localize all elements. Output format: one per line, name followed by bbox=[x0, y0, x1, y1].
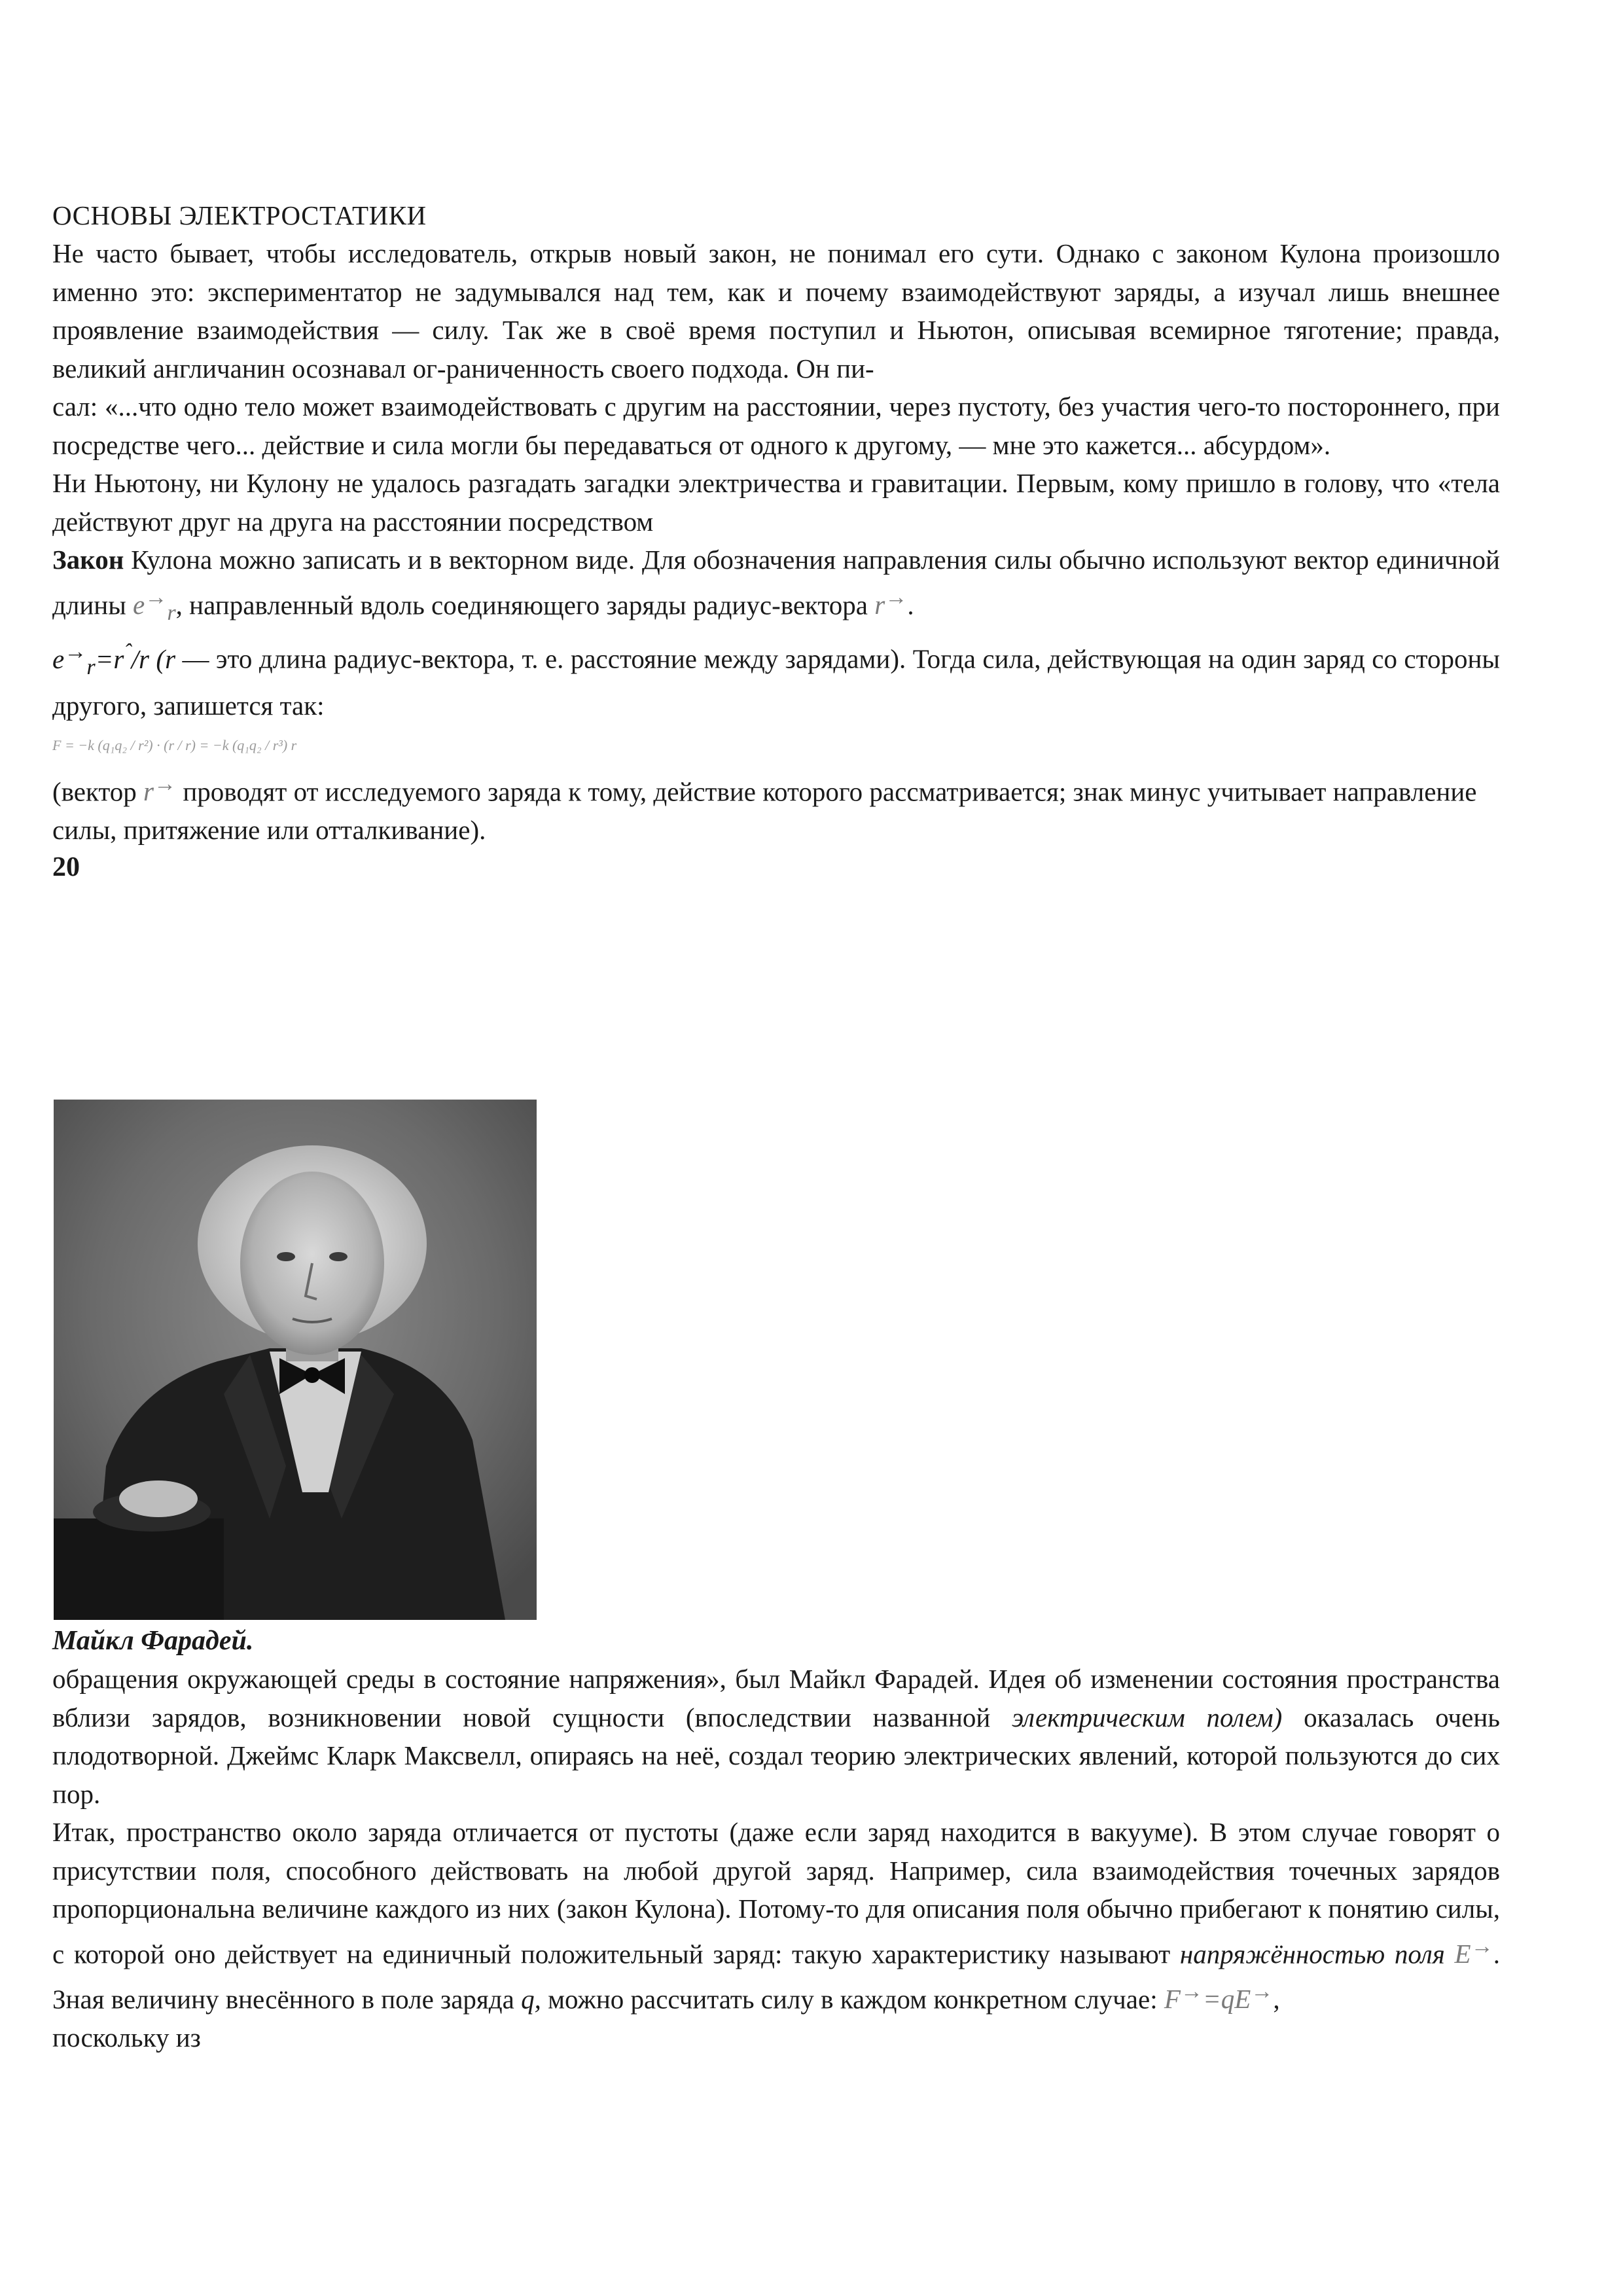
section-title: ОСНОВЫ ЭЛЕКТРОСТАТИКИ bbox=[52, 200, 427, 230]
vector-E: E→ bbox=[1454, 1934, 1493, 1969]
figure-caption: Майкл Фарадей. bbox=[52, 1626, 254, 1656]
vector-r: r→ bbox=[874, 585, 908, 620]
coulomb-formula: F = −k (q₁q₂ / r²) · (r / r) = −k (q₁q₂ / r³) r bbox=[52, 736, 297, 753]
lower-text-block bbox=[52, 1622, 1500, 2056]
paragraph-8: Итак, пространство около заряда отличается от пустоты (даже если заряд находится в вакууме). В этом случае говорят о присутствии поля, способного действовать на любой другой заряд. Например, сила взаимодействия точечных зарядов пропорциональна величине каждого из них (закон Кулона). Потому-то для описания поля обычно прибегают к понятию силы, с которой оно действует на единичный положительный заряд: такую характеристику называют напряжённостью поля E→. Зная величину внесённого в поле заряда q, можно рассчитать силу в каждом конкретном случае: F→=qE→, bbox=[52, 1817, 1500, 2015]
faraday-portrait-image bbox=[54, 1100, 537, 1620]
paragraph-5: $e^\to_r=r^ˆ/r$ (r — это длина радиус-вектора, т. е. расстояние между зарядами). Тогда сила, действующая на один заряд со стороны другого, запишется так: bbox=[52, 639, 1500, 721]
paragraph-6: (вектор r→ проводят от исследуемого заряда к тому, действие которого рассматривается; знак минус учитывает направление силы, притяжение или отталкивание). bbox=[52, 772, 1477, 845]
vector-e-r: $e^\to_r$ bbox=[133, 585, 176, 626]
paragraph-8-last-line: поскольку из bbox=[52, 2022, 201, 2053]
bold-word: Закон bbox=[52, 545, 124, 575]
unit-vector-eq: $e^\to_r=r^ˆ/r$ (r bbox=[52, 639, 176, 679]
paragraph-4: Закон Кулона можно записать и в векторном виде. Для обозначения направления силы обычно используют вектор единичной длины $e^\to_r$, направленный вдоль соединяющего заряды радиус-вектора r→. bbox=[52, 545, 1500, 626]
vector-r-2: r→ bbox=[143, 772, 177, 807]
upper-text-block bbox=[52, 196, 1500, 886]
paragraph-7: обращения окружающей среды в состояние напряжения», был Майкл Фарадей. Идея об изменении состояния пространства вблизи зарядов, возникновении новой сущности (впоследствии названной электрическим полем) оказалась очень плодотворной. Джеймс Кларк Максвелл, опираясь на неё, создал теорию электрических явлений, которой пользуются до сих пор. bbox=[52, 1664, 1501, 1809]
paragraph-3: Ни Ньютону, ни Кулону не удалось разгадать загадки электричества и гравитации. Первым, кому пришло в голову, что «тела действуют друг на друга на расстоянии посредством bbox=[52, 468, 1500, 537]
paragraph-2: сал: «...что одно тело может взаимодействовать с другим на расстоянии, через пустоту, без участия чего-то постороннего, при посредстве чего... действие и сила могли бы передаваться от одного к другому, — мне это кажется... абсурдом». bbox=[52, 391, 1500, 460]
page-number: 20 bbox=[52, 852, 80, 883]
paragraph-1: Не часто бывает, чтобы исследователь, открыв новый закон, не понимал его сути. Однако с законом Кулона произошло именно это: экспериментатор не задумывался над тем, как и почему взаимодействуют заряды, а изучал лишь внешнее проявление взаимодействия — силу. Так же в своё время поступил и Ньютон, описывая всемирное тяготение; правда, великий англичанин осознавал ог-раниченность своего подхода. Он пи- bbox=[52, 238, 1500, 384]
force-equation: F→=qE→ bbox=[1164, 1979, 1274, 2015]
